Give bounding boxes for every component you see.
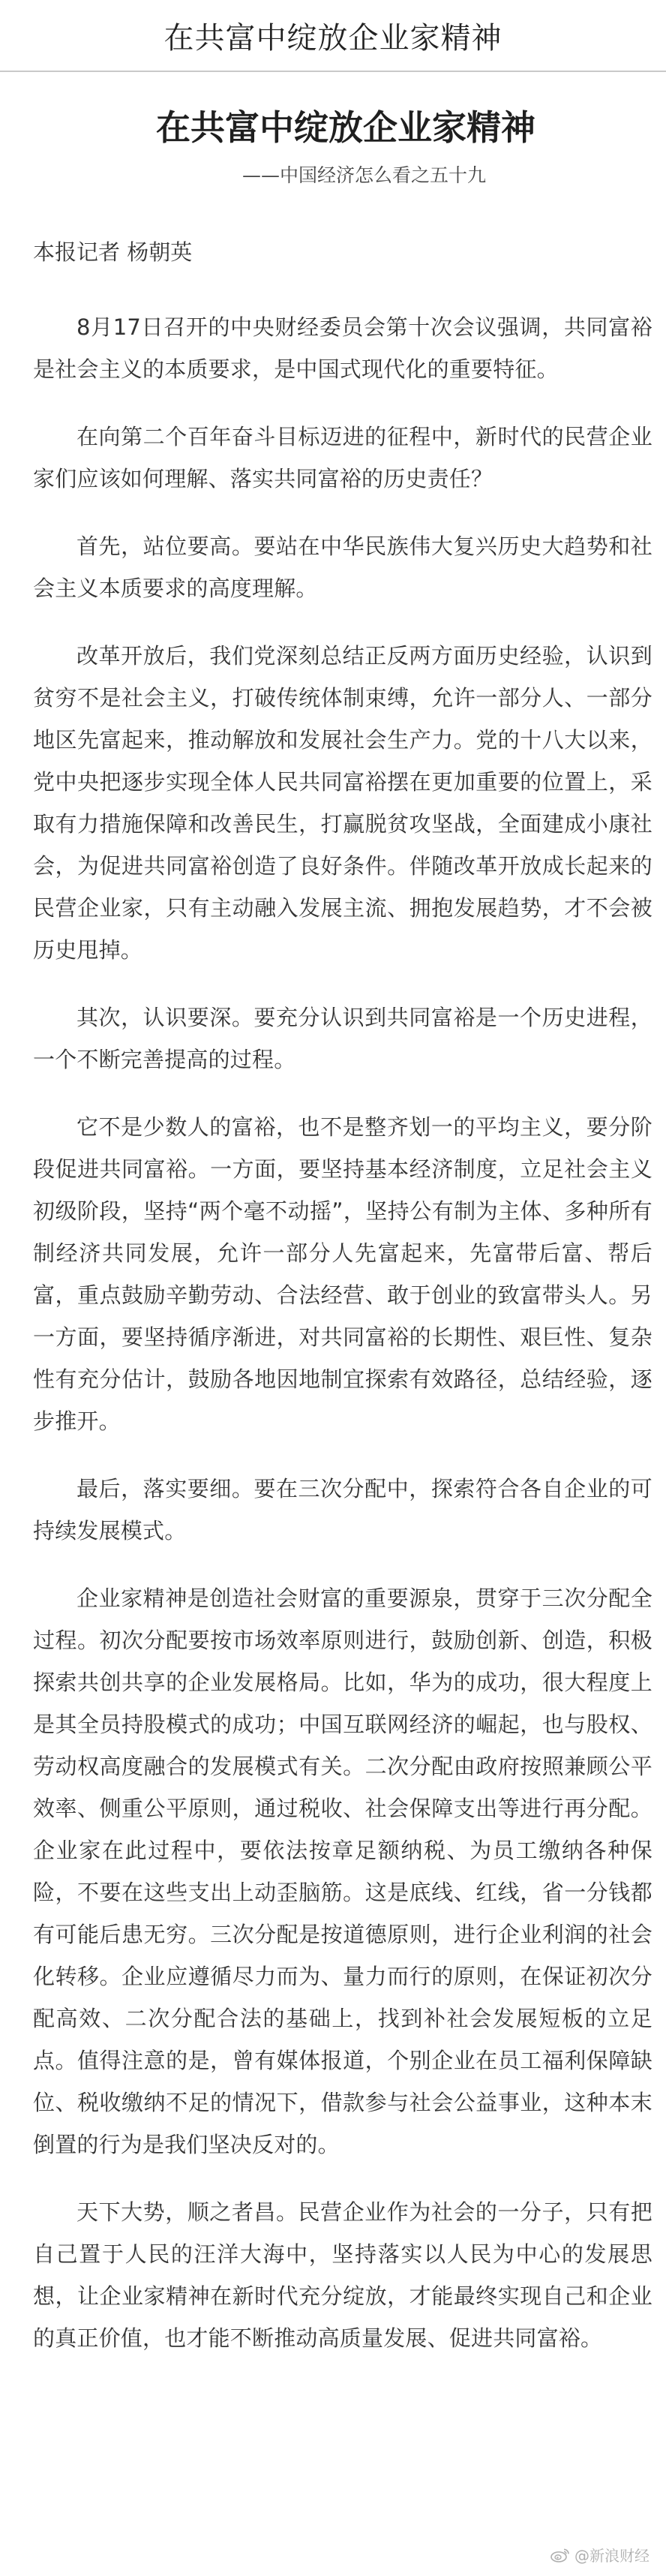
watermark-text: @新浪财经 [574, 2547, 650, 2565]
paragraph: 其次，认识要深。要充分认识到共同富裕是一个历史进程，一个不断完善提高的过程。 [33, 1005, 652, 1072]
paragraph: 8月17日召开的中央财经委员会第十次会议强调，共同富裕是社会主义的本质要求，是中国式现代化的重要特征。 [33, 314, 652, 382]
weibo-icon [550, 2547, 570, 2562]
paragraph: 在向第二个百年奋斗目标迈进的征程中，新时代的民营企业家们应该如何理解、落实共同富裕的历史责任？ [33, 424, 652, 491]
paragraph: 天下大势，顺之者昌。民营企业作为社会的一分子，只有把自己置于人民的汪洋大海中，坚持落实以人民为中心的发展思想，让企业家精神在新时代充分绽放，才能最终实现自己和企业的真正价值，也才能不断推动高质量发展、促进共同富裕。 [33, 2199, 652, 2351]
header-bar [0, 0, 666, 72]
paragraph: 最后，落实要细。要在三次分配中，探索符合各自企业的可持续发展模式。 [33, 1476, 652, 1543]
paragraph: 改革开放后，我们党深刻总结正反两方面历史经验，认识到贫穷不是社会主义，打破传统体制束缚，允许一部分人、一部分地区先富起来，推动解放和发展社会生产力。党的十八大以来，党中央把逐步实现全体人民共同富裕摆在更加重要的位置上，采取有力措施保障和改善民生，打赢脱贫攻坚战，全面建成小康社会，为促进共同富裕创造了良好条件。伴随改革开放成长起来的民营企业家，只有主动融入发展主流、拥抱发展趋势，才不会被历史甩掉。 [33, 643, 652, 963]
byline: 本报记者 杨朝英 [33, 239, 193, 265]
header-title: 在共富中绽放企业家精神 [164, 20, 502, 56]
paragraph: 它不是少数人的富裕，也不是整齐划一的平均主义，要分阶段促进共同富裕。一方面，要坚持基本经济制度，立足社会主义初级阶段，坚持“两个毫不动摇”，坚持公有制为主体、多种所有制经济共同发展，允许一部分人先富起来，先富带后富、帮后富，重点鼓励辛勤劳动、合法经营、敢于创业的致富带头人。另一方面，要坚持循序渐进，对共同富裕的长期性、艰巨性、复杂性有充分估计，鼓励各地因地制宜探索有效路径，总结经验，逐步推开。 [33, 1114, 652, 1434]
article [0, 105, 666, 2359]
paragraph: 企业家精神是创造社会财富的重要源泉，贯穿于三次分配全过程。初次分配要按市场效率原则进行，鼓励创新、创造，积极探索共创共享的企业发展格局。比如，华为的成功，很大程度上是其全员持股模式的成功；中国互联网经济的崛起，也与股权、劳动权高度融合的发展模式有关。二次分配由政府按照兼顾公平效率、侧重公平原则，通过税收、社会保障支出等进行再分配。企业家在此过程中，要依法按章足额纳税、为员工缴纳各种保险，不要在这些支出上动歪脑筋。这是底线、红线，省一分钱都有可能后患无穷。三次分配是按道德原则，进行企业利润的社会化转移。企业应遵循尽力而为、量力而行的原则，在保证初次分配高效、二次分配合法的基础上，找到补社会发展短板的立足点。值得注意的是，曾有媒体报道，个别企业在员工福利保障缺位、税收缴纳不足的情况下，借款参与社会公益事业，这种本末倒置的行为是我们坚决反对的。 [33, 1586, 652, 2157]
watermark [550, 2544, 650, 2565]
article-subtitle: ——中国经济怎么看之五十九 [242, 164, 486, 186]
paragraph: 首先，站位要高。要站在中华民族伟大复兴历史大趋势和社会主义本质要求的高度理解。 [33, 534, 652, 601]
article-title: 在共富中绽放企业家精神 [156, 107, 536, 148]
